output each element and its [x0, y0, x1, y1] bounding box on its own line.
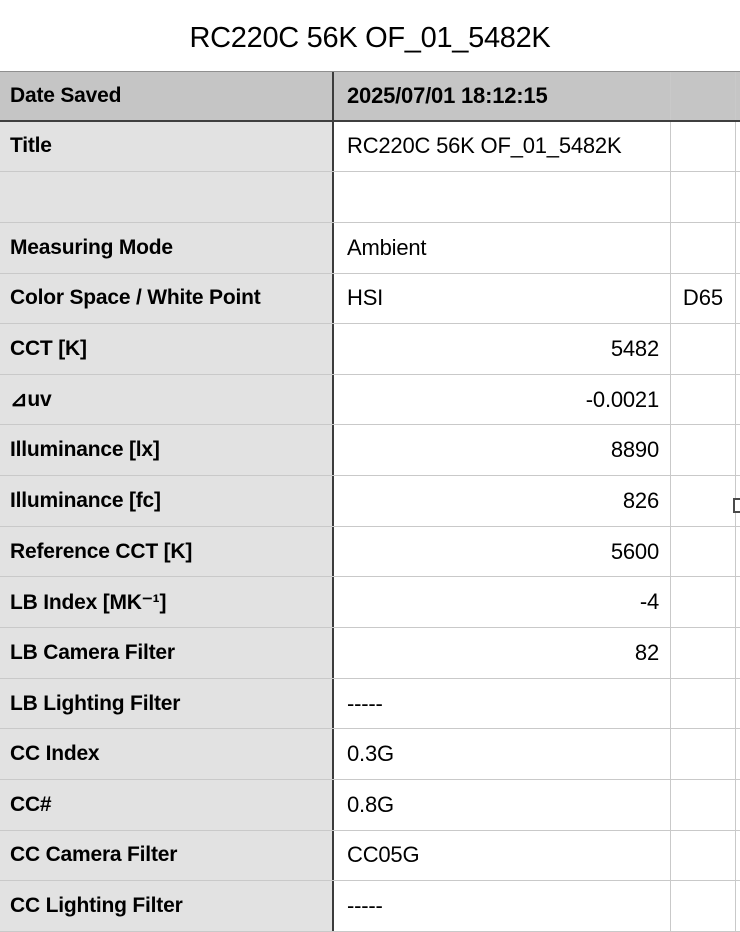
row-extra: [671, 476, 736, 526]
row-value: 2025/07/01 18:12:15: [334, 72, 671, 120]
row-sliver: [736, 223, 740, 273]
row-label: CC Lighting Filter: [0, 881, 334, 931]
row-sliver: [736, 729, 740, 779]
row-label: CC Index: [0, 729, 334, 779]
row-sliver: [736, 780, 740, 830]
row-sliver: [736, 425, 740, 475]
row-extra: [671, 527, 736, 577]
row-extra: [671, 679, 736, 729]
row-sliver: [736, 274, 740, 324]
table-row: [0, 274, 740, 325]
row-sliver: [736, 577, 740, 627]
page-title: RC220C 56K OF_01_5482K: [0, 0, 740, 71]
row-value: CC05G: [334, 831, 671, 881]
row-sliver: [736, 324, 740, 374]
row-label: LB Lighting Filter: [0, 679, 334, 729]
row-label: CC Camera Filter: [0, 831, 334, 881]
row-sliver: [736, 881, 740, 931]
row-extra: [671, 223, 736, 273]
table-row: [0, 881, 740, 932]
row-extra: [671, 881, 736, 931]
row-sliver: [736, 527, 740, 577]
row-sliver: [736, 122, 740, 172]
row-value: HSI: [334, 274, 671, 324]
table-row: [0, 172, 740, 223]
row-value: 82: [334, 628, 671, 678]
row-extra: D65: [671, 274, 736, 324]
row-label: Illuminance [lx]: [0, 425, 334, 475]
row-sliver: [736, 628, 740, 678]
row-label: Title: [0, 122, 334, 172]
row-extra: [671, 729, 736, 779]
row-sliver: [736, 172, 740, 222]
row-value: -----: [334, 881, 671, 931]
row-label: [0, 172, 334, 222]
table-row: [0, 71, 740, 122]
row-extra: [671, 780, 736, 830]
table-row: [0, 324, 740, 375]
row-extra: [671, 72, 736, 120]
row-label: LB Index [MK⁻¹]: [0, 577, 334, 627]
row-value: -----: [334, 679, 671, 729]
table-row: [0, 679, 740, 730]
row-value: 0.3G: [334, 729, 671, 779]
row-label: Illuminance [fc]: [0, 476, 334, 526]
table-row: [0, 223, 740, 274]
row-label: Measuring Mode: [0, 223, 334, 273]
scrollbar-thumb[interactable]: [733, 498, 740, 513]
row-sliver: [736, 831, 740, 881]
table-row: [0, 375, 740, 426]
row-sliver: [736, 375, 740, 425]
row-extra: [671, 324, 736, 374]
row-label: Reference CCT [K]: [0, 527, 334, 577]
table-row: [0, 527, 740, 578]
row-value: 5600: [334, 527, 671, 577]
row-value: 0.8G: [334, 780, 671, 830]
row-value: -4: [334, 577, 671, 627]
row-label: CCT [K]: [0, 324, 334, 374]
row-value: Ambient: [334, 223, 671, 273]
row-value: 826: [334, 476, 671, 526]
table-row: [0, 476, 740, 527]
table-row: [0, 122, 740, 173]
table-row: [0, 831, 740, 882]
row-extra: [671, 425, 736, 475]
row-extra: [671, 628, 736, 678]
row-value: -0.0021: [334, 375, 671, 425]
row-extra: [671, 375, 736, 425]
row-value: [334, 172, 671, 222]
row-extra: [671, 577, 736, 627]
row-value: RC220C 56K OF_01_5482K: [334, 122, 671, 172]
table-row: [0, 628, 740, 679]
table-row: [0, 780, 740, 831]
measurement-table: [0, 71, 740, 932]
row-extra: [671, 172, 736, 222]
row-value: 5482: [334, 324, 671, 374]
table-row: [0, 729, 740, 780]
row-label: LB Camera Filter: [0, 628, 334, 678]
table-row: [0, 577, 740, 628]
row-label: Date Saved: [0, 72, 334, 120]
row-extra: [671, 122, 736, 172]
row-label: Color Space / White Point: [0, 274, 334, 324]
row-extra: [671, 831, 736, 881]
table-row: [0, 425, 740, 476]
row-value: 8890: [334, 425, 671, 475]
row-label: CC#: [0, 780, 334, 830]
row-sliver: [736, 72, 740, 120]
row-sliver: [736, 679, 740, 729]
row-label: ⊿uv: [0, 375, 334, 425]
